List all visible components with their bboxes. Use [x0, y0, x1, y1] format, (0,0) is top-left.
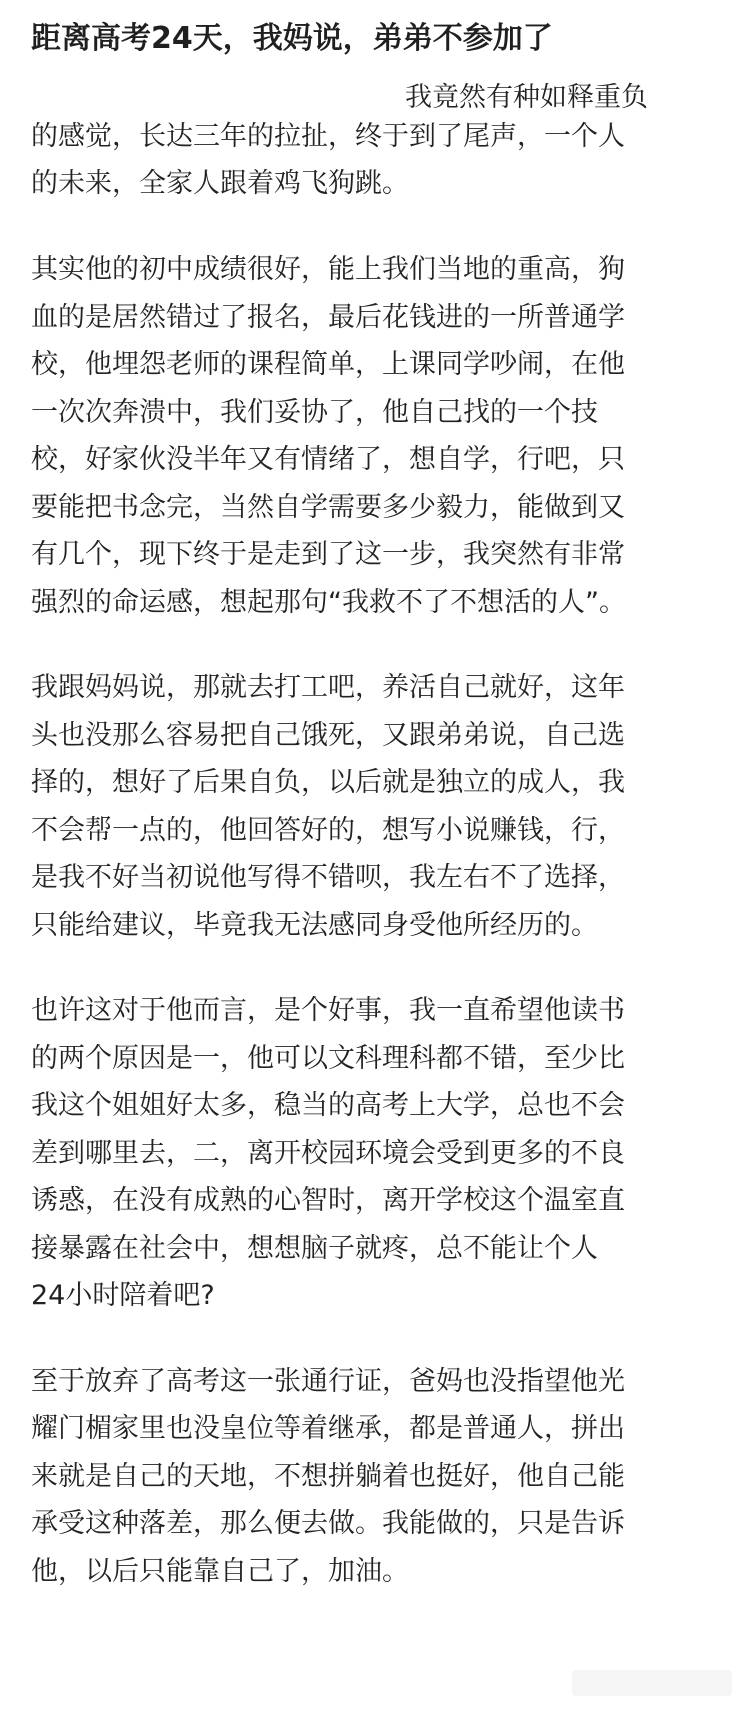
text-line: 接暴露在社会中，想想脑子就疼，总不能让个人: [31, 1233, 598, 1264]
text-line: 24小时陪着吧?: [31, 1280, 215, 1311]
text-line: 要能把书念完，当然自学需要多少毅力，能做到又: [31, 492, 625, 523]
text-line: 不会帮一点的，他回答好的，想写小说赚钱，行，: [31, 815, 625, 846]
text-line: 他，以后只能靠自己了，加油。: [31, 1556, 409, 1587]
text-line: 一次次奔溃中，我们妥协了，他自己找的一个技: [31, 397, 598, 428]
text-line: 校，他埋怨老师的课程简单，上课同学吵闹，在他: [31, 349, 625, 380]
text-line: 耀门楣家里也没皇位等着继承，都是普通人，拼出: [31, 1413, 625, 1444]
text-line: 承受这种落差，那么便去做。我能做的，只是告诉: [31, 1508, 625, 1539]
text-line: 也许这对于他而言，是个好事，我一直希望他读书: [31, 995, 625, 1026]
text-line: 诱惑，在没有成熟的心智时，离开学校这个温室直: [31, 1185, 625, 1216]
text-line: 头也没那么容易把自己饿死，又跟弟弟说，自己选: [31, 720, 625, 751]
text-line: 的感觉，长达三年的拉扯，终于到了尾声，一个人: [31, 121, 625, 152]
article-title: 距离高考24天，我妈说，弟弟不参加了: [31, 21, 553, 56]
text-line: 我竟然有种如释重负: [405, 82, 648, 113]
text-line: 择的，想好了后果自负，以后就是独立的成人，我: [31, 767, 625, 798]
watermark-shape: [572, 1670, 732, 1696]
text-line: 强烈的命运感，想起那句“我救不了不想活的人”。: [31, 587, 626, 618]
text-line: 的未来，全家人跟着鸡飞狗跳。: [31, 168, 409, 199]
text-line: 至于放弃了高考这一张通行证，爸妈也没指望他光: [31, 1366, 625, 1397]
text-line: 我这个姐姐好太多，稳当的高考上大学，总也不会: [31, 1090, 625, 1121]
text-line: 血的是居然错过了报名，最后花钱进的一所普通学: [31, 302, 625, 333]
text-line: 是我不好当初说他写得不错呗，我左右不了选择，: [31, 862, 625, 893]
text-line: 的两个原因是一，他可以文科理科都不错，至少比: [31, 1043, 625, 1074]
text-line: 我跟妈妈说，那就去打工吧，养活自己就好，这年: [31, 672, 625, 703]
text-line: 校，好家伙没半年又有情绪了，想自学，行吧，只: [31, 444, 625, 475]
text-line: 有几个，现下终于是走到了这一步，我突然有非常: [31, 539, 625, 570]
text-line: 其实他的初中成绩很好，能上我们当地的重高，狗: [31, 254, 625, 285]
text-line: 只能给建议，毕竟我无法感同身受他所经历的。: [31, 910, 598, 941]
text-line: 来就是自己的天地，不想拼躺着也挺好，他自己能: [31, 1461, 625, 1492]
text-line: 差到哪里去，二，离开校园环境会受到更多的不良: [31, 1138, 625, 1169]
